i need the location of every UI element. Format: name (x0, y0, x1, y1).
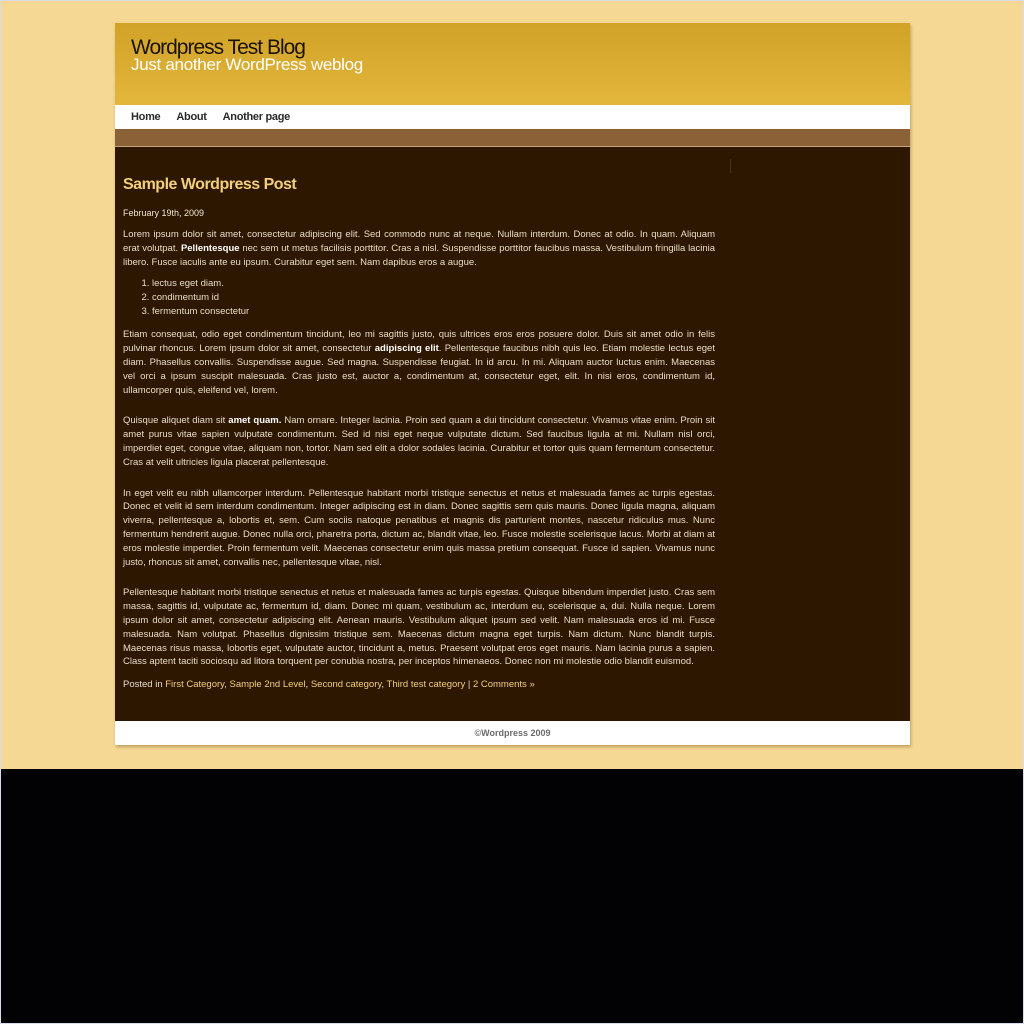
copyright-text: ©Wordpress 2009 (474, 728, 551, 738)
site-footer (115, 721, 910, 745)
text: Lorem ipsum dolor sit amet, consectetur adipiscing elit. Sed commodo nunc at neque. Nullam interdum. Donec at odio. In quam. Aliquam erat volutpat. (123, 229, 715, 254)
post-meta (123, 678, 715, 691)
site-title[interactable]: Wordpress Test Blog (131, 36, 305, 59)
text: nec sem ut metus facilisis porttitor. Cras a nisl. Suspendisse porttitor faucibus massa. Vestibulum fringilla lacinia libero. Fusce iaculis ante eu ipsum. Curabitur eget sem. Nam dapibus eros a augue. (123, 242, 716, 268)
text: Nam ornare. Integer lacinia. Proin sed quam a dui tincidunt consectetur. Vivamus vitae enim. Proin sit amet purus vitae sapien vulputate condimentum. Sed id nisi eget neque vulputate dictum. Sed faucibus ligula at mi. Nullam nisl orci, imperdiet eget, congue vitae, aliquam non, tortor. Nam sed elit a dolor sodales lacinia. Curabitur et tortor quis quam fermentum consectetur. Cras at velit ultricies ligula placerat pellentesque. (123, 415, 715, 468)
post-paragraph-3 (123, 414, 715, 469)
empty-viewport-area (1, 769, 1023, 1023)
text: Quisque aliquet diam sit (123, 415, 229, 427)
post (123, 175, 715, 691)
category-link-second[interactable]: Second category (310, 679, 382, 691)
site-description: Just another WordPress weblog (131, 55, 363, 74)
separator: | (465, 679, 473, 691)
list-item: 3. fermentum consectetur (152, 305, 715, 319)
post-ordered-list (123, 277, 715, 319)
category-link-first[interactable]: First Category (165, 679, 225, 691)
site-header (115, 23, 910, 105)
list-item: 1. lectus eget diam. (152, 277, 715, 291)
nav-item-about[interactable]: About (176, 111, 207, 123)
category-link-third-test[interactable]: Third test category (386, 679, 466, 691)
nav-item-home[interactable]: Home (131, 111, 161, 123)
sidebar-divider (730, 159, 731, 173)
bold-text: amet quam. (228, 415, 282, 427)
post-title[interactable]: Sample Wordpress Post (123, 176, 297, 193)
post-paragraph-2 (123, 328, 715, 397)
bold-text: adipiscing elit (374, 343, 439, 355)
main-nav (115, 105, 910, 129)
separator: , (381, 679, 387, 691)
comments-link[interactable]: 2 Comments » (472, 679, 535, 691)
category-link-sample-2nd-level[interactable]: Sample 2nd Level (229, 679, 306, 691)
post-paragraph-4: In eget velit eu nibh ullamcorper interdum. Pellentesque habitant morbi tristique senectus et netus et malesuada fames ac turpis egestas. Donec et velit id sem interdum condimentum. Integer adipiscing est in diam. Donec sagittis sem quis mauris. Donec ligula magna, aliquam viverra, pellentesque a, lobortis et, sem. Cum sociis natoque penatibus et magnis dis parturient montes, nascetur ridiculus mus. Nunc fermentum hendrerit augue. Donec nulla orci, pharetra porta, dictum ac, blandit vitae, leo. Fusce molestie scelerisque lacus. Morbi at diam at eros molestie imperdiet. Proin fermentum velit. Maecenas consectetur enim quis massa pretium consequat. Fusce id sapien. Vivamus nunc justo, rhoncus sit amet, convallis nec, pellentesque vitae, nisl. (123, 487, 715, 568)
text: Etiam consequat, odio eget condimentum tincidunt, leo mi sagittis justo, quis ultrices eros eros posuere dolor. Duis sit amet odio in felis pulvinar rhoncus. Lorem ipsum dolor sit amet, consectetur (123, 329, 715, 355)
bold-text: Pellentesque (180, 242, 240, 254)
nav-item-another-page[interactable]: Another page (222, 111, 290, 123)
post-date: February 19th, 2009 (123, 208, 205, 218)
separator: , (224, 679, 230, 691)
separator: , (305, 679, 311, 691)
posted-in-label: Posted in (123, 679, 166, 691)
post-paragraph-1 (123, 228, 715, 269)
content-area (115, 147, 910, 721)
text: . Pellentesque faucibus nibh quis leo. Etiam molestie lectus eget diam. Phasellus convallis. Suspendisse augue. Sed magna. Suspendisse feugiat. In id arcu. In mi. Aliquam auctor luctus enim. Maecenas vel orci a ipsum suscipit malesuada. Cras justo est, auctor a, condimentum at, consectetur eget, elit. In nisi eros, condimentum id, ullamcorper quis, eleifend vel, lorem. (123, 343, 715, 396)
list-item: 2. condimentum id (152, 291, 715, 305)
blog-wrapper (115, 23, 910, 745)
post-paragraph-5: Pellentesque habitant morbi tristique senectus et netus et malesuada fames ac turpis egestas. Quisque bibendum imperdiet justo. Cras sem massa, sagittis id, vulputate ac, fermentum id, diam. Donec mi quam, vestibulum ac, interdum eu, scelerisque a, dui. Nulla neque. Lorem ipsum dolor sit amet, consectetur adipiscing elit. Aenean mauris. Vestibulum aliquet ipsum sed velit. Nam malesuada eros id mi. Fusce malesuada. Nam volutpat. Phasellus dignissim tristique sem. Maecenas dictum magna eget turpis. Nam dictum. Nunc blandit turpis. Maecenas risus massa, lobortis eget, vulputate auctor, tincidunt a, metus. Praesent volutpat eros eget mauris. Nam lacinia purus a sapien. Class aptent taciti sociosqu ad litora torquent per conubia nostra, per inceptos himenaeos. Donec non mi molestie odio blandit euismod. (123, 587, 715, 668)
decorative-bar (115, 129, 910, 147)
